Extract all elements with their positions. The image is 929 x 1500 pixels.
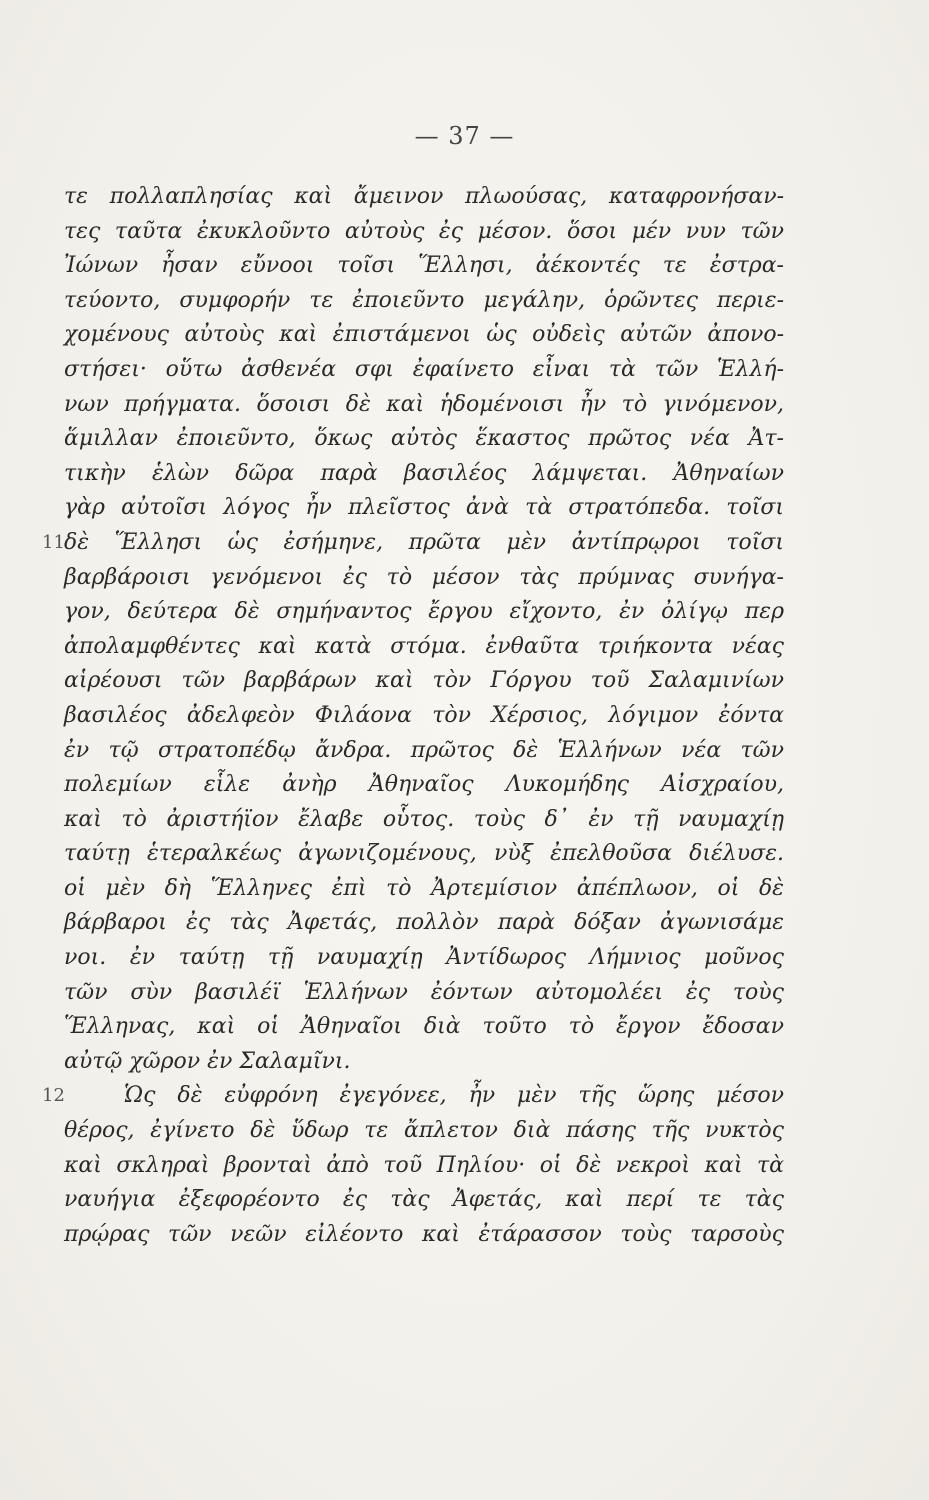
section-number: 11: [42, 531, 65, 553]
text-block: [42, 180, 784, 1252]
text-line: [42, 526, 784, 561]
text-line: [64, 180, 784, 215]
line-text: τικὴν ἑλὼν δῶρα παρὰ βασιλέος λάμψεται. Ἀθηναίων: [64, 460, 784, 486]
line-text: ἐν τῷ στρατοπέδῳ ἄνδρα. πρῶτος δὲ Ἑλλήνων νέα τῶν: [64, 737, 784, 763]
text-line: [64, 595, 784, 630]
line-text: χομένους αὐτοὺς καὶ ἐπιστάμενοι ὡς οὐδεὶς αὐτῶν ἀπονο-: [64, 322, 784, 348]
line-text: γὰρ αὐτοῖσι λόγος ἦν πλεῖστος ἀνὰ τὰ στρατόπεδα. τοῖσι: [64, 495, 784, 521]
text-line: [64, 1183, 784, 1218]
text-line: [64, 1218, 784, 1253]
text-line: [64, 561, 784, 596]
text-line: [64, 491, 784, 526]
text-line: [64, 768, 784, 803]
line-text: οἱ μὲν δὴ Ἕλληνες ἐπὶ τὸ Ἀρτεμίσιον ἀπέπλωον, οἱ δὲ: [64, 875, 784, 901]
text-line: [64, 1045, 784, 1080]
text-line: [64, 803, 784, 838]
text-line: [64, 318, 784, 353]
line-text: Ἕλληνας, καὶ οἱ Ἀθηναῖοι διὰ τοῦτο τὸ ἔργον ἔδοσαν: [64, 1014, 784, 1040]
line-text: τεύοντο, συμφορήν τε ἐποιεῦντο μεγάλην, ὁρῶντες περιε-: [64, 287, 784, 313]
line-text: βάρβαροι ἐς τὰς Ἀφετάς, πολλὸν παρὰ δόξαν ἀγωνισάμε: [64, 910, 784, 936]
line-text: καὶ σκληραὶ βρονταὶ ἀπὸ τοῦ Πηλίου· οἱ δὲ νεκροὶ καὶ τὰ: [64, 1152, 784, 1178]
text-line: [64, 941, 784, 976]
line-text: πρῴρας τῶν νεῶν εἰλέοντο καὶ ἐτάρασσον τοὺς ταρσοὺς: [64, 1221, 784, 1247]
line-text: τε πολλαπλησίας καὶ ἄμεινον πλωούσας, καταφρονήσαν-: [64, 184, 784, 209]
text-line: [64, 872, 784, 907]
line-text: γον, δεύτερα δὲ σημήναντος ἔργου εἴχοντο, ἐν ὀλίγῳ περ: [64, 599, 784, 625]
line-text: τῶν σὺν βασιλέϊ Ἑλλήνων ἐόντων αὐτομολέει ἐς τοὺς: [64, 979, 784, 1005]
section-number: 12: [42, 1085, 65, 1107]
line-text: καὶ τὸ ἀριστήϊον ἔλαβε οὗτος. τοὺς δ᾽ ἐν τῇ ναυμαχίῃ: [64, 806, 784, 832]
text-line: [64, 457, 784, 492]
text-line: [64, 630, 784, 665]
text-line: [64, 388, 784, 423]
line-text: στήσει· οὕτω ἀσθενέα σφι ἐφαίνετο εἶναι τὰ τῶν Ἑλλή-: [64, 356, 784, 382]
line-text: Ἰώνων ἦσαν εὔνοοι τοῖσι Ἕλλησι, ἀέκοντές τε ἐστρα-: [64, 253, 784, 279]
text-line: [64, 664, 784, 699]
text-line: [64, 1114, 784, 1149]
line-text: ἅμιλλαν ἐποιεῦντο, ὅκως αὐτὸς ἕκαστος πρῶτος νέα Ἀτ-: [64, 426, 784, 452]
line-text: νων πρήγματα. ὅσοισι δὲ καὶ ἡδομένοισι ἦν τὸ γινόμενον,: [64, 391, 784, 417]
text-line: [64, 837, 784, 872]
text-line: [64, 215, 784, 250]
line-text: τες ταῦτα ἐκυκλοῦντο αὐτοὺς ἐς μέσον. ὅσοι μέν νυν τῶν: [64, 218, 784, 244]
line-text: δὲ Ἕλλησι ὡς ἐσήμηνε, πρῶτα μὲν ἀντίπρῳροι τοῖσι: [64, 529, 784, 555]
line-text: Ὡς δὲ εὐφρόνη ἐγεγόνεε, ἦν μὲν τῆς ὥρης μέσον: [124, 1083, 784, 1109]
text-line: [64, 906, 784, 941]
text-line: [64, 422, 784, 457]
line-text: ἀπολαμφθέντες καὶ κατὰ στόμα. ἐνθαῦτα τριήκοντα νέας: [64, 633, 784, 659]
text-line: [64, 976, 784, 1011]
text-line: [64, 1149, 784, 1184]
text-line: [64, 699, 784, 734]
line-text: αἱρέουσι τῶν βαρβάρων καὶ τὸν Γόργου τοῦ Σαλαμινίων: [64, 668, 784, 694]
text-line: [64, 353, 784, 388]
line-text: νοι. ἐν ταύτῃ τῇ ναυμαχίῃ Ἀντίδωρος Λήμνιος μοῦνος: [64, 945, 784, 971]
line-text: ταύτῃ ἑτεραλκέως ἀγωνιζομένους, νὺξ ἐπελθοῦσα διέλυσε.: [64, 841, 784, 867]
line-text: βαρβάροισι γενόμενοι ἐς τὸ μέσον τὰς πρύμνας συνήγα-: [64, 564, 784, 590]
line-text: ναυήγια ἐξεφορέοντο ἐς τὰς Ἀφετάς, καὶ περί τε τὰς: [64, 1187, 784, 1213]
text-line: [64, 734, 784, 769]
text-line: [64, 284, 784, 319]
line-text: πολεμίων εἷλε ἀνὴρ Ἀθηναῖος Λυκομήδης Αἰσχραίου,: [64, 772, 784, 798]
page-number: — 37 —: [414, 122, 515, 150]
line-text: αὐτῷ χῶρον ἐν Σαλαμῖνι.: [64, 1048, 351, 1074]
text-line: [42, 1079, 784, 1114]
text-line: [64, 249, 784, 284]
line-text: βασιλέος ἀδελφεὸν Φιλάονα τὸν Χέρσιος, λόγιμον ἐόντα: [64, 702, 784, 728]
line-text: θέρος, ἐγίνετο δὲ ὕδωρ τε ἄπλετον διὰ πάσης τῆς νυκτὸς: [64, 1118, 784, 1144]
text-line: [64, 1010, 784, 1045]
